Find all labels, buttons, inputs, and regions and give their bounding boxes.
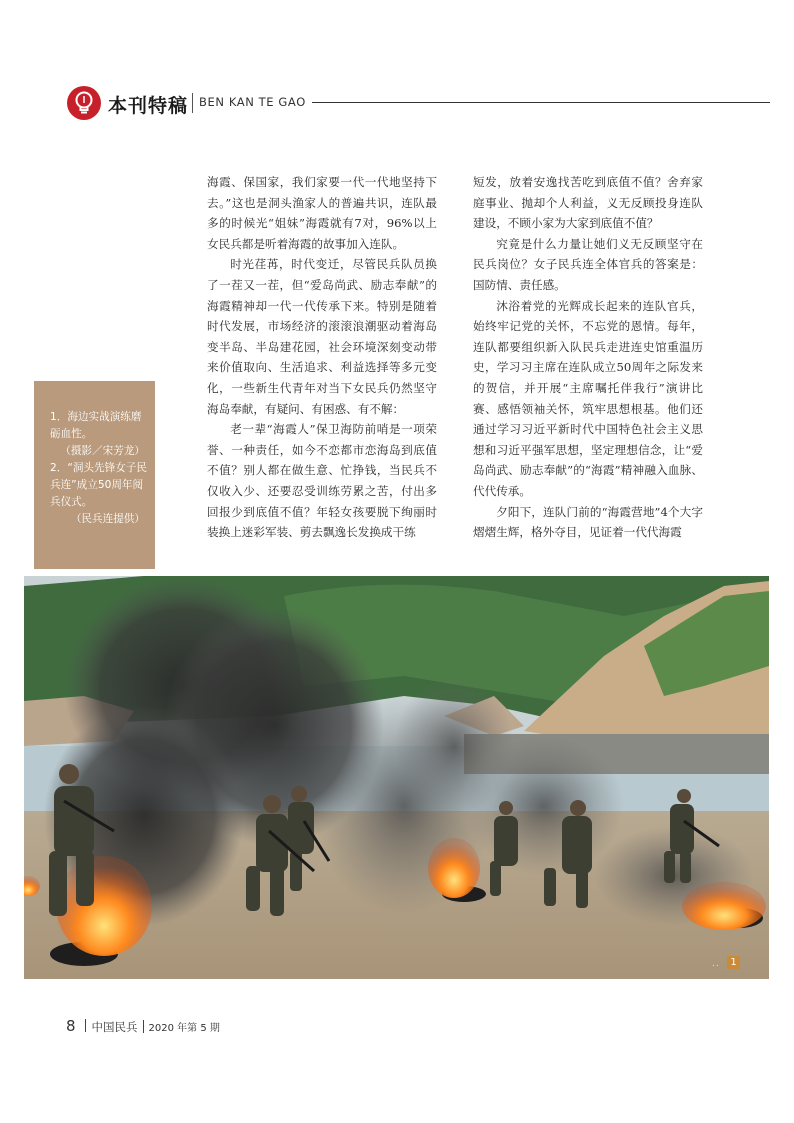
paragraph: 究竟是什么力量让她们义无反顾坚守在民兵岗位？女子民兵连全体官兵的答案是：国防情、责任感。 — [473, 236, 703, 292]
photo-dots: .. — [712, 959, 720, 969]
section-title: 本刊特稿 — [108, 95, 189, 117]
footer-divider — [143, 1020, 144, 1033]
training-photo — [24, 576, 769, 979]
issue-label: 2020 年第 5 期 — [148, 1023, 220, 1034]
section-header — [67, 86, 770, 122]
paragraph: 夕阳下，连队门前的“海霞营地”4个大字熠熠生辉，格外夺目，见证着一代代海霞 — [473, 504, 703, 540]
magazine-name: 中国民兵 — [91, 1020, 138, 1034]
caption-credit: （民兵连提供） — [70, 513, 145, 525]
caption-credit: （摄影／宋芳龙） — [60, 445, 145, 457]
section-subtitle: BEN KAN TE GAO — [199, 95, 306, 109]
article-column-left — [207, 172, 437, 543]
photo-number-badge: 1 — [727, 956, 740, 969]
lightbulb-icon — [67, 86, 101, 120]
caption-line: 1．海边实战演练磨砺血性。 — [50, 411, 142, 440]
paragraph: 老一辈“海霞人”保卫海防前哨是一项荣誉、一种责任，如今不恋都市恋海岛到底值不值？别人都在做生意、忙挣钱，当民兵不仅收入少、还要忍受训练劳累之苦，付出多回报少到底值不值？年轻女孩要脱下绚丽时装换上迷彩军装、剪去飘逸长发换成干练 — [207, 422, 437, 540]
photo-caption-box — [34, 381, 155, 569]
caption-line: 2．“洞头先锋女子民兵连”成立50周年阅兵仪式。 — [50, 462, 147, 508]
article-column-right — [473, 172, 703, 543]
paragraph: 海霞、保国家，我们家要一代一代地坚持下去。”这也是洞头渔家人的普遍共识，连队最多的时候光“姐妹”海霞就有7对，96%以上女民兵都是听着海霞的故事加入连队。 — [207, 175, 437, 251]
paragraph: 沐浴着党的光辉成长起来的连队官兵，始终牢记党的关怀，不忘党的恩情。每年，连队都要组织新入队民兵走进连史馆重温历史，学习习主席在连队成立50周年之际发来的贺信，并开展“主席嘱托伴我行”演讲比赛、感悟领袖关怀，筑牢思想根基。他们还通过学习习近平新时代中国特色社会主义思想和习近平强军思想，坚定理想信念，让“爱岛尚武、励志奉献”的“海霞”精神融入血脉、代代传承。 — [473, 298, 703, 498]
footer-divider — [85, 1019, 86, 1032]
page-footer — [66, 1016, 220, 1035]
header-rule — [312, 102, 770, 103]
page-number: 8 — [66, 1017, 76, 1035]
paragraph: 短发，放着安逸找苦吃到底值不值？舍弃家庭事业、抛却个人利益，义无反顾投身连队建设，不顾小家为大家到底值不值？ — [473, 175, 703, 231]
header-divider — [192, 93, 193, 113]
paragraph: 时光荏苒，时代变迁，尽管民兵队员换了一茬又一茬，但“爱岛尚武、励志奉献”的海霞精神却一代一代传承下来。特别是随着时代发展，市场经济的滚滚浪潮驱动着海岛变半岛、半岛建花园，社会环境深刻变动带来价值取向、生活追求、利益选择等多元变化，一些新生代青年对当下女民兵仍然坚守海岛奉献，有疑问、有困惑、有不解： — [207, 257, 437, 416]
